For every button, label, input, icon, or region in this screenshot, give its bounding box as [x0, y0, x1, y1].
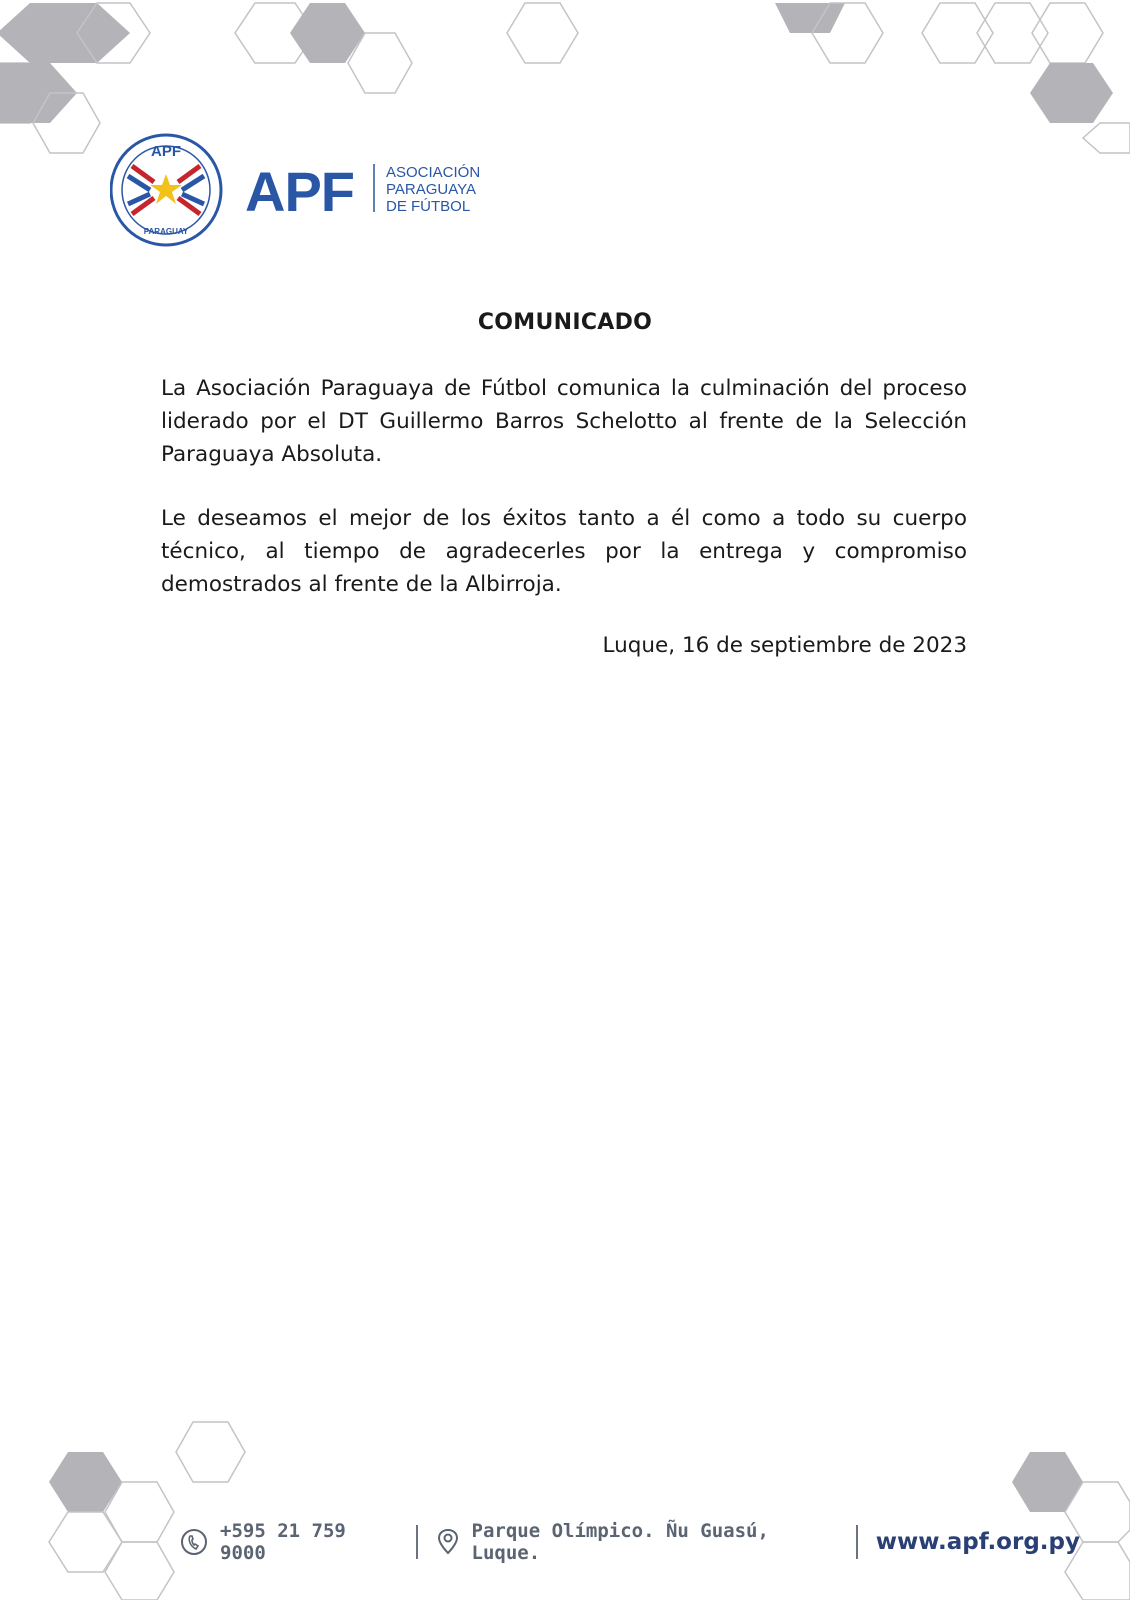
apf-wordmark: APF [245, 160, 354, 223]
logo-subtitle-line-3: DE FÚTBOL [386, 198, 471, 215]
logo-subtitle-line-2: PARAGUAYA [386, 181, 477, 198]
logo-subtitle-line-1: ASOCIACIÓN [386, 164, 481, 181]
paragraph-2: Le deseamos el mejor de los éxitos tanto a él como a todo su cuerpo técnico, al tiempo de agradecerles por la entrega y compromiso demostrados al frente de la Albirroja. [161, 506, 967, 597]
footer-divider [416, 1525, 418, 1559]
footer-divider [856, 1525, 858, 1559]
location-pin-icon [436, 1528, 460, 1556]
paragraph-1: La Asociación Paraguaya de Fútbol comunica la culminación del proceso liderado por el DT Guillermo Barros Schelotto al frente de la Selección Paraguaya Absoluta. [161, 376, 967, 467]
badge-bottom-text: PARAGUAY [143, 227, 189, 236]
footer-contact-bar [180, 1522, 1080, 1562]
apf-logo [110, 132, 510, 248]
document-date: Luque, 16 de septiembre de 2023 [602, 633, 967, 658]
phone-icon [180, 1528, 208, 1556]
apf-badge [111, 135, 221, 245]
document-body [161, 372, 967, 632]
badge-top-text: APF [151, 143, 181, 160]
footer-address: Parque Olímpico. Ñu Guasú, Luque. [471, 1520, 769, 1564]
footer-phone: +595 21 759 9000 [220, 1520, 346, 1564]
document-title: COMUNICADO [477, 310, 653, 335]
footer-website-link[interactable]: www.apf.org.py [875, 1529, 1080, 1555]
